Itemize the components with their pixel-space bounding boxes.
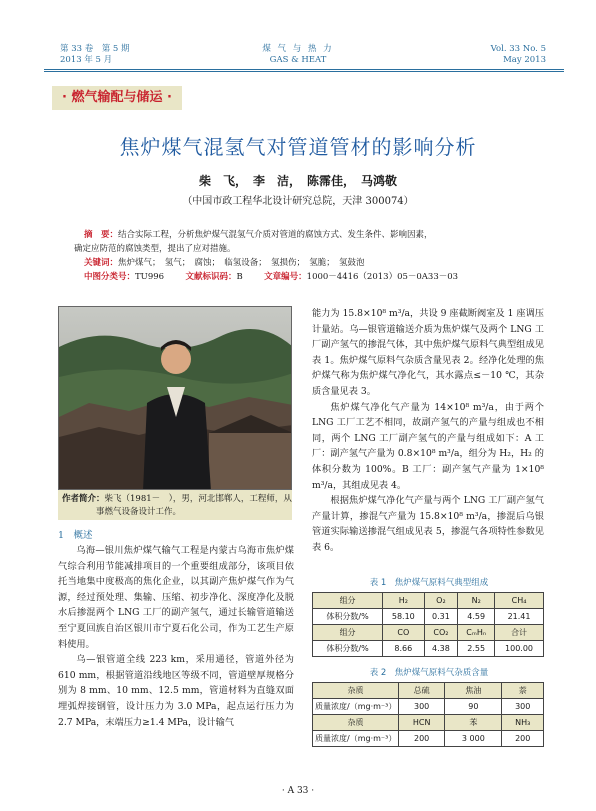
header-date-en: May 2013 [503,55,546,65]
header-rule [44,69,564,70]
table-cell: 体积分数/% [313,609,383,625]
section-1-heading: 1 概述 [58,530,93,541]
table-cell: 21.41 [495,609,544,625]
table-cell: NH₃ [502,715,544,731]
table-cell: 体积分数/% [313,641,383,657]
table-cell: 3 000 [445,731,502,747]
author-intro-label: 作者简介： [62,494,105,504]
author-intro [58,490,292,520]
keywords-label: 关键词： [84,258,119,268]
table2-caption: 表 2 焦炉煤气原料气杂质含量 [369,668,489,678]
table1 [312,592,544,657]
paragraph: 焦炉煤气净化气产量为 14×10⁸ m³/a，由于两个 LNG 工厂工艺不相同，故副产氢气的产量与组成也不相同，两个 LNG 工厂副产氢气的产量与组成如下：A 工厂：副产氢气产量为 0.8×10⁸ m³/a，组分为 H₂，H₂ 的体积分数为 100%。B 工厂：副产氢气产量为 1×10⁸ m³/a，其组成见表 4。 [312,401,544,491]
abstract-line1: 结合实际工程，分析焦炉煤气混氢气介质对管道的腐蚀方式、发生条件、影响因素， [118,230,433,240]
table-cell: 杂质 [313,683,399,699]
table-cell: 总硫 [399,683,445,699]
header-rule-2 [44,71,564,72]
paragraph: 乌—银管道全线 223 km，采用通径，管道外径为 610 mm，根据管道沿线地区等级不同，管道壁厚规格分别为 8 mm、10 mm、12.5 mm，管道材料为直缝双面埋弧焊接钢管，设计压力为 3.0 MPa，起点运行压力为 2.7 MPa，末端压力≥1.4 MPa，设计输气 [58,654,294,728]
header-vol-en: Vol. 33 No. 5 [490,44,546,54]
table-cell: H₂ [383,593,424,609]
table-cell: 58.10 [383,609,424,625]
table-cell: N₂ [458,593,495,609]
authors: 柴 飞， 李 洁， 陈霈佳， 马鸿敬 [198,174,397,188]
table-cell: CO [383,625,424,641]
table-cell: 合计 [495,625,544,641]
table-row [313,609,544,625]
header-date: 2013 年 5 月 [60,55,113,65]
table-cell: 萘 [502,683,544,699]
page-number: · A 33 · [281,786,315,796]
clc-value: TU996 [135,272,165,282]
header-volume-issue: 第 33 卷 第 5 期 [60,44,130,54]
table-cell: CH₄ [495,593,544,609]
table-row [313,683,544,699]
header-journal-cn: 煤 气 与 热 力 [262,44,334,54]
table-cell: 苯 [445,715,502,731]
table-cell: CO₂ [424,625,458,641]
table-row [313,715,544,731]
table-cell: 200 [399,731,445,747]
table-cell: 4.59 [458,609,495,625]
table-cell: 2.55 [458,641,495,657]
paper-title: 焦炉煤气混氢气对管道管材的影响分析 [119,135,477,159]
table-cell: O₂ [424,593,458,609]
table-row [313,731,544,747]
table-row [313,699,544,715]
table-cell: 300 [502,699,544,715]
table-row [313,641,544,657]
table-row [313,625,544,641]
table-cell: 300 [399,699,445,715]
right-column [312,306,544,556]
table-cell: 杂质 [313,715,399,731]
clc-label: 中图分类号： [84,272,136,282]
table-cell: 8.66 [383,641,424,657]
left-column [58,543,294,730]
doc-code-value: B [236,272,243,282]
table-cell: 200 [502,731,544,747]
table-cell: 4.38 [424,641,458,657]
table-cell: 100.00 [495,641,544,657]
author-photo [58,306,292,490]
table1-caption: 表 1 焦炉煤气原料气典型组成 [369,578,489,588]
table-row [313,593,544,609]
table-cell: 质量浓度/（mg·m⁻³） [313,699,399,715]
table-cell: 质量浓度/（mg·m⁻³） [313,731,399,747]
table-cell: CₘHₙ [458,625,495,641]
article-no-label: 文章编号： [264,272,307,282]
section-tag: · 燃气输配与储运 · [52,86,182,110]
table-cell: 0.31 [424,609,458,625]
table-cell: 组分 [313,625,383,641]
keywords: 焦炉煤气； 氢气； 腐蚀； 临氢设备； 氢损伤； 氢脆； 氢鼓泡 [118,258,365,268]
paragraph: 能力为 15.8×10⁸ m³/a，共设 9 座截断阀室及 1 座调压计量站。乌—银管道输送介质为焦炉煤气及两个 LNG 工厂副产氢气的掺混气体，其中焦炉煤气原料气典型组成见表 1。焦炉煤气原料气杂质含量见表 2。经净化处理的焦炉煤气称为焦炉煤气净化气，其水露点≤－10 ℃，其杂质含量见表 3。 [312,308,544,397]
paragraph: 根据焦炉煤气净化气产量与两个 LNG 工厂副产氢气产量计算，掺混气产量为 15.8×10⁸ m³/a，掺混后乌银管道实际输送掺混气组成见表 5，掺混气各项特性参数见表 6。 [312,495,544,553]
author-intro-line2: 事燃气设备设计工作。 [96,507,182,517]
table-cell: 焦油 [445,683,502,699]
table-cell: 组分 [313,593,383,609]
abstract-line2: 确定应防范的腐蚀类型，提出了应对措施。 [74,244,236,254]
affiliation: （中国市政工程华北设计研究总院，天津 300074） [182,196,414,207]
doc-code-label: 文献标识码： [185,272,237,282]
paragraph: 乌海—银川焦炉煤气输气工程是内蒙古乌海市焦炉煤气综合利用节能减排项目的一个重要组成部分，该项目依托当地集中度极高的焦化企业，以其副产焦炉煤气作为气源，经过预处理、集输、压缩、初步净化、深度净化及脱水后掺混两个 LNG 工厂的副产氢气，通过长输管道输送至宁夏回族自治区银川市宁夏石化公司，作为工艺生产原料使用。 [58,545,294,650]
author-intro-line1: 柴飞（1981－ ），男，河北邯郸人，工程师，从 [104,494,292,504]
article-no-value: 1000－4416（2013）05－0A33－03 [306,272,459,282]
abstract [74,228,544,284]
table-cell: 90 [445,699,502,715]
table-cell: HCN [399,715,445,731]
table2 [312,682,544,747]
abstract-label: 摘 要： [84,230,119,240]
header-journal-en: GAS & HEAT [269,55,327,65]
